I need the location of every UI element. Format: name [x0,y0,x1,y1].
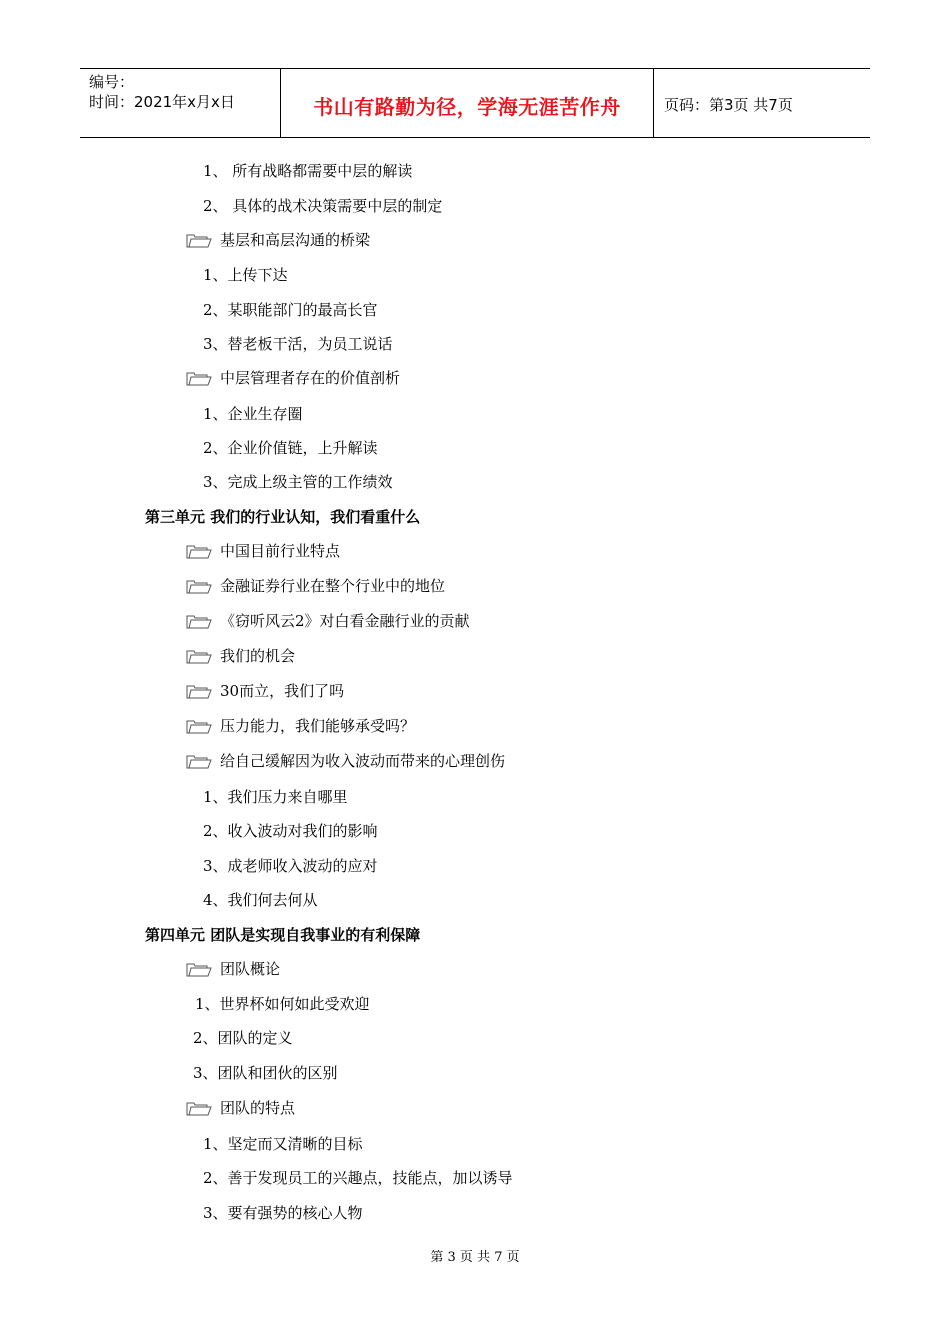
list-item: 1、坚定而又清晰的目标 [203,1135,363,1153]
folder-icon [186,545,212,559]
motto: 书山有路勤为径，学海无涯苦作舟 [313,95,621,119]
list-item-folder [186,541,340,561]
header-motto-cell [280,69,654,137]
number-label: 编号： [89,73,135,91]
list-item: 3、完成上级主管的工作绩效 [203,473,393,491]
list-item-text: 金融证券行业在整个行业中的地位 [220,577,446,595]
list-item: 1、 所有战略都需要中层的解读 [203,162,413,180]
list-item: 3、要有强势的核心人物 [203,1204,363,1222]
list-item-text: 30而立，我们了吗 [220,682,345,700]
unit-heading: 第三单元 我们的行业认知，我们看重什么 [145,508,421,526]
list-item: 3、成老师收入波动的应对 [203,857,378,875]
folder-icon [186,615,212,629]
folder-icon [186,1102,212,1116]
list-item: 2、善于发现员工的兴趣点，技能点，加以诱导 [203,1169,513,1187]
list-item-text: 中层管理者存在的价值剖析 [220,369,401,387]
list-item: 1、上传下达 [203,266,288,284]
folder-icon [186,755,212,769]
list-item: 2、企业价值链，上升解读 [203,439,378,457]
unit-heading: 第四单元 团队是实现自我事业的有利保障 [145,926,421,944]
folder-icon [186,720,212,734]
page-info: 页码：第3页 共7页 [664,96,793,114]
list-item-folder [186,611,470,631]
list-item: 2、 具体的战术决策需要中层的制定 [203,197,443,215]
list-item: 3、替老板干活，为员工说话 [203,335,393,353]
list-item: 1、世界杯如何如此受欢迎 [195,995,370,1013]
list-item-text: 给自己缓解因为收入波动而带来的心理创伤 [220,752,506,770]
list-item-folder [186,368,400,388]
list-item: 4、我们何去何从 [203,891,318,909]
list-item-folder [186,959,280,979]
list-item-folder [186,751,505,771]
list-item-text: 我们的机会 [220,647,296,665]
page-header [80,68,870,138]
list-item-text: 压力能力，我们能够承受吗？ [220,717,416,735]
list-item-text: 团队概论 [220,960,281,978]
folder-icon [186,372,212,386]
list-item-text: 基层和高层沟通的桥梁 [220,231,371,249]
list-item: 3、团队和团伙的区别 [193,1064,338,1082]
list-item-folder [186,1098,295,1118]
list-item: 2、团队的定义 [193,1029,293,1047]
list-item-folder [186,681,344,701]
header-left-cell [80,69,280,137]
folder-icon [186,963,212,977]
list-item-folder [186,646,295,666]
page-footer [0,1246,950,1265]
folder-icon [186,234,212,248]
list-item-folder [186,230,370,250]
time-label: 时间：2021年x月x日 [89,93,235,111]
list-item-text: 团队的特点 [220,1099,296,1117]
list-item: 1、我们压力来自哪里 [203,788,348,806]
list-item: 2、收入波动对我们的影响 [203,822,378,840]
folder-icon [186,580,212,594]
list-item: 1、企业生存圈 [203,405,303,423]
list-item-text: 《窃听风云2》对白看金融行业的贡献 [220,612,470,630]
folder-icon [186,685,212,699]
list-item: 2、某职能部门的最高长官 [203,301,378,319]
footer-page-number: 第 3 页 共 7 页 [430,1250,520,1265]
list-item-folder [186,716,415,736]
header-page-cell [654,69,870,137]
list-item-folder [186,576,445,596]
folder-icon [186,650,212,664]
list-item-text: 中国目前行业特点 [220,542,341,560]
